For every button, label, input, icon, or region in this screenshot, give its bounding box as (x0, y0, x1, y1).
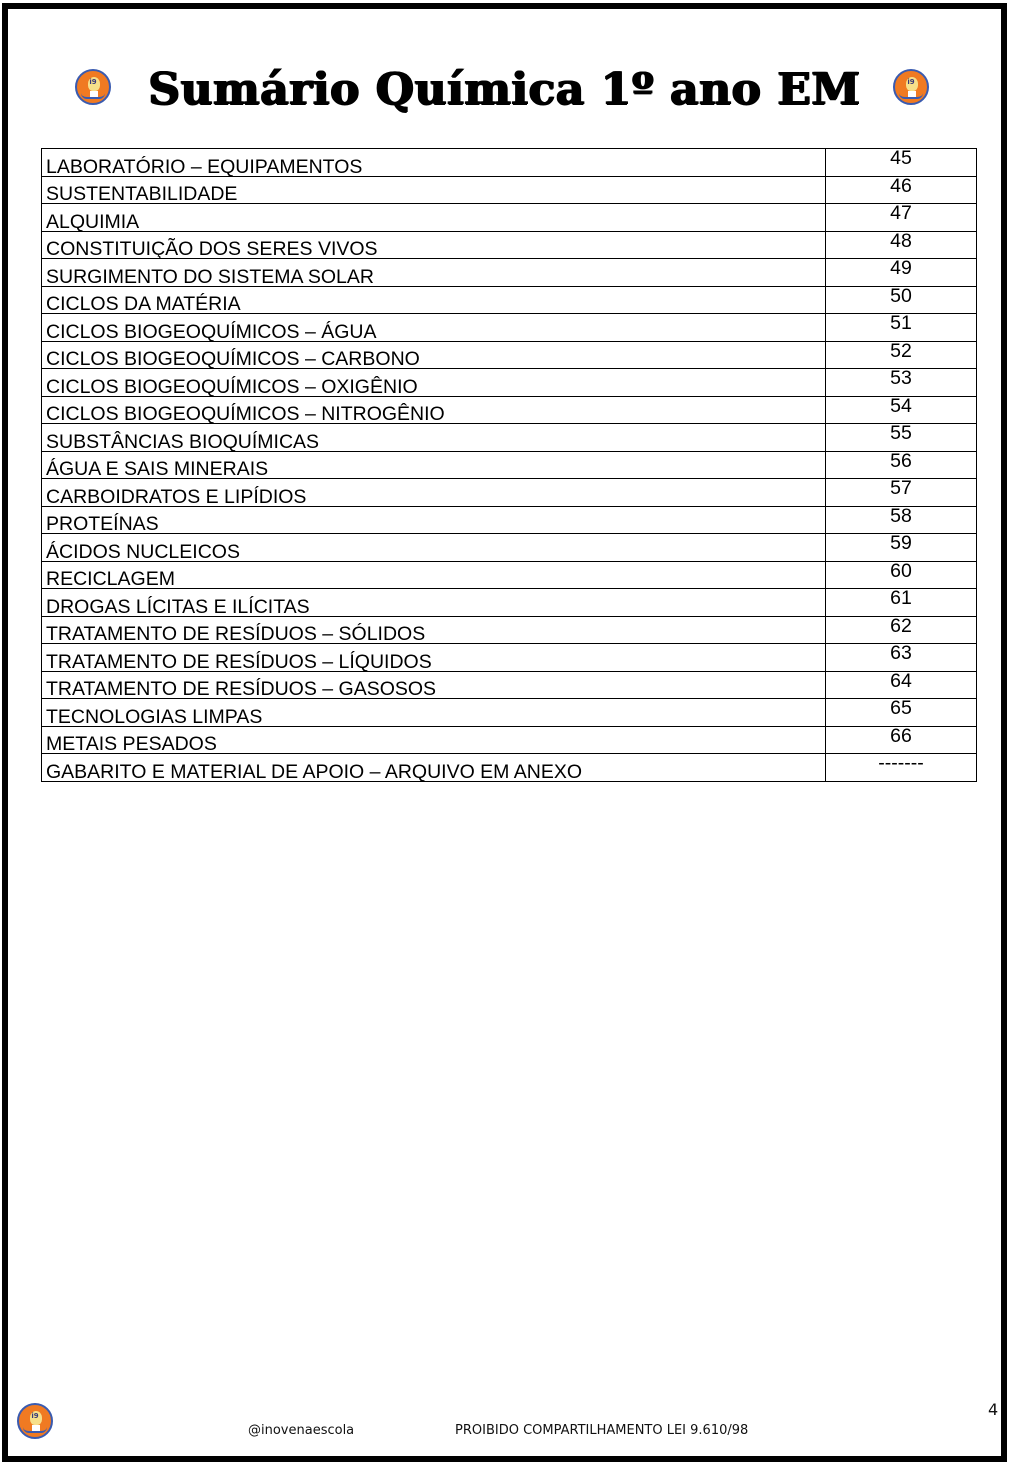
toc-row (42, 616, 977, 644)
toc-row (42, 644, 977, 672)
toc-page: ------- (826, 754, 977, 782)
toc-topic: CARBOIDRATOS E LIPÍDIOS (42, 479, 826, 507)
logo-text: i9 (89, 78, 97, 86)
toc-page: 66 (826, 726, 977, 754)
toc-topic: GABARITO E MATERIAL DE APOIO – ARQUIVO EM ANEXO (42, 754, 826, 782)
toc-page: 64 (826, 671, 977, 699)
toc-page: 60 (826, 561, 977, 589)
toc-page: 58 (826, 506, 977, 534)
toc-row (42, 506, 977, 534)
table-of-contents (41, 148, 977, 782)
toc-page: 49 (826, 259, 977, 287)
toc-row (42, 534, 977, 562)
toc-page: 51 (826, 314, 977, 342)
toc-topic: CICLOS BIOGEOQUÍMICOS – CARBONO (42, 341, 826, 369)
toc-row (42, 671, 977, 699)
toc-page: 55 (826, 424, 977, 452)
toc-topic: PROTEÍNAS (42, 506, 826, 534)
logo-band (899, 93, 923, 99)
toc-page: 50 (826, 286, 977, 314)
toc-page: 47 (826, 204, 977, 232)
toc-topic: DROGAS LÍCITAS E ILÍCITAS (42, 589, 826, 617)
toc-topic: CICLOS BIOGEOQUÍMICOS – ÁGUA (42, 314, 826, 342)
toc-page: 59 (826, 534, 977, 562)
toc-page: 62 (826, 616, 977, 644)
toc-page: 46 (826, 176, 977, 204)
toc-row (42, 286, 977, 314)
toc-row (42, 396, 977, 424)
toc-page: 63 (826, 644, 977, 672)
toc-row (42, 149, 977, 177)
footer-handle: @inovenaescola (248, 1423, 355, 1438)
toc-page: 65 (826, 699, 977, 727)
toc-row (42, 561, 977, 589)
toc-topic: SUSTENTABILIDADE (42, 176, 826, 204)
toc-page: 45 (826, 149, 977, 177)
toc-body (42, 149, 977, 782)
page-number: 4 (988, 1400, 999, 1419)
toc-page: 53 (826, 369, 977, 397)
toc-row (42, 589, 977, 617)
toc-row (42, 259, 977, 287)
toc-page: 48 (826, 231, 977, 259)
toc-row (42, 341, 977, 369)
toc-row (42, 754, 977, 782)
toc-topic: SURGIMENTO DO SISTEMA SOLAR (42, 259, 826, 287)
toc-row (42, 231, 977, 259)
toc-topic: TRATAMENTO DE RESÍDUOS – SÓLIDOS (42, 616, 826, 644)
toc-row (42, 699, 977, 727)
toc-topic: ÁCIDOS NUCLEICOS (42, 534, 826, 562)
toc-topic: CICLOS BIOGEOQUÍMICOS – NITROGÊNIO (42, 396, 826, 424)
toc-row (42, 424, 977, 452)
toc-page: 54 (826, 396, 977, 424)
toc-topic: TRATAMENTO DE RESÍDUOS – GASOSOS (42, 671, 826, 699)
toc-topic: LABORATÓRIO – EQUIPAMENTOS (42, 149, 826, 177)
toc-row (42, 451, 977, 479)
toc-row (42, 204, 977, 232)
toc-topic: TRATAMENTO DE RESÍDUOS – LÍQUIDOS (42, 644, 826, 672)
toc-row (42, 479, 977, 507)
toc-row (42, 369, 977, 397)
toc-topic: ALQUIMIA (42, 204, 826, 232)
toc-page: 56 (826, 451, 977, 479)
toc-row (42, 176, 977, 204)
toc-topic: METAIS PESADOS (42, 726, 826, 754)
school-logo-icon (17, 1403, 53, 1439)
toc-topic: RECICLAGEM (42, 561, 826, 589)
logo-text: i9 (31, 1412, 39, 1420)
toc-topic: ÁGUA E SAIS MINERAIS (42, 451, 826, 479)
toc-topic: CONSTITUIÇÃO DOS SERES VIVOS (42, 231, 826, 259)
toc-row (42, 314, 977, 342)
footer-copyright-notice: PROIBIDO COMPARTILHAMENTO LEI 9.610/98 (455, 1423, 749, 1438)
toc-topic: CICLOS BIOGEOQUÍMICOS – OXIGÊNIO (42, 369, 826, 397)
logo-band (23, 1427, 47, 1433)
toc-topic: TECNOLOGIAS LIMPAS (42, 699, 826, 727)
toc-page: 61 (826, 589, 977, 617)
logo-text: i9 (907, 78, 915, 86)
toc-page: 52 (826, 341, 977, 369)
toc-page: 57 (826, 479, 977, 507)
toc-topic: SUBSTÂNCIAS BIOQUÍMICAS (42, 424, 826, 452)
toc-topic: CICLOS DA MATÉRIA (42, 286, 826, 314)
toc-row (42, 726, 977, 754)
school-logo-icon (893, 69, 929, 105)
page-title: Sumário Química 1º ano EM (148, 64, 861, 115)
